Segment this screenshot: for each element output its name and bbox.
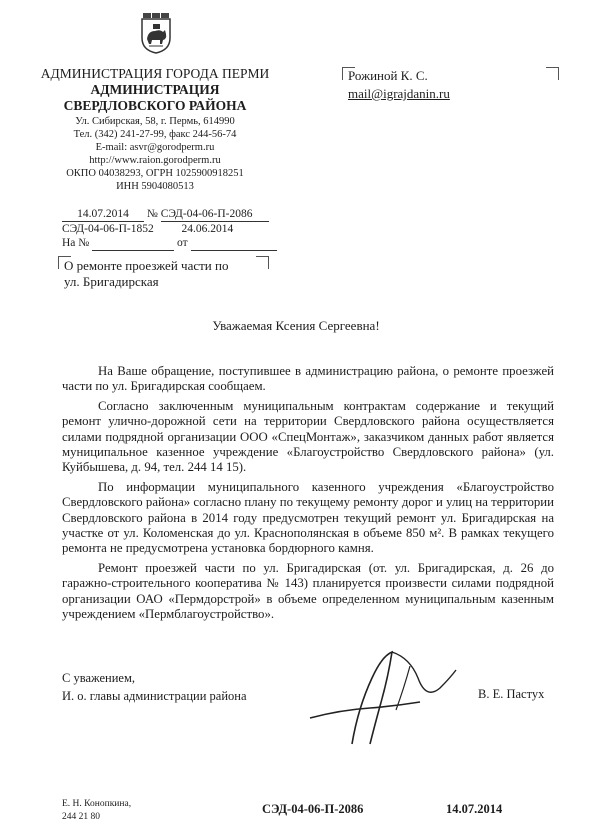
recipient-email-text: mail@igrajdanin.ru: [348, 86, 450, 101]
recipient-name: Рожиной К. С.: [348, 68, 428, 83]
org-address: Ул. Сибирская, 58, г. Пермь, 614990: [75, 116, 235, 127]
signer-name: В. Е. Пастух: [478, 687, 545, 701]
org-name-city: АДМИНИСТРАЦИЯ ГОРОДА ПЕРМИ: [40, 66, 270, 81]
executor-phone: 244 21 80: [62, 812, 100, 822]
signer-position: И. о. главы администрации района: [62, 689, 247, 703]
footer-reg-number: СЭД-04-06-П-2086: [262, 802, 364, 816]
reg-na-blank: [92, 236, 174, 251]
org-inn: ИНН 5904080513: [116, 181, 194, 192]
subject-line1: О ремонте проезжей части по: [64, 258, 229, 273]
reg-na-label: На №: [62, 237, 90, 249]
org-email: E-mail: asvr@gorodperm.ru: [95, 142, 215, 153]
org-phone: Тел. (342) 241-27-99, факс 244-56-74: [73, 129, 237, 140]
subject-line2: ул. Бригадирская: [64, 274, 159, 289]
reg-ref-number: СЭД-04-06-П-1852: [62, 223, 154, 235]
recipient-corner-right: [546, 67, 559, 80]
org-name-district: СВЕРДЛОВСКОГО РАЙОНА: [63, 98, 247, 113]
executor-name: Е. Н. Конопкина,: [62, 799, 132, 809]
reg-ot-blank: [191, 236, 277, 251]
closing: С уважением,: [62, 671, 135, 685]
body-paragraph-1: На Ваше обращение, поступившее в администрацию района, о ремонте проезжей части по ул. Бригадирская сообщаем.: [62, 364, 554, 394]
reg-ot-label: от: [177, 237, 188, 249]
subject-corner-right: [256, 256, 269, 269]
reg-line-outgoing: [62, 207, 269, 222]
recipient-email: [348, 85, 450, 103]
body-paragraph-2: Согласно заключенным муниципальным контрактам содержание и текущий ремонт улично-дорожной сети на территории Свердловского района осуществляется силами подрядной организации ООО «СпецМонтаж», заказчиком данных работ является муниципальное казенное учреждение «Благоустройство Свердловского района» (ул. Куйбышева, д. 94, тел. 244 14 15).: [62, 398, 554, 475]
body-paragraph-3: По информации муниципального казенного учреждения «Благоустройство Свердловского района» согласно плану по текущему ремонту дорог и улиц на территории Свердловского района в 2014 году предусмотрен текущий ремонт ул. Бригадирская на участке от ул. Коломенская до ул. Краснополянская в объеме 850 м². В рамках текущего ремонта не предусмотрена установка бордюрного камня.: [62, 479, 554, 556]
org-okpo: ОКПО 04038293, ОГРН 1025900918251: [66, 168, 244, 179]
reg-incoming-line: [62, 236, 277, 251]
org-website: http://www.raion.gorodperm.ru: [89, 155, 221, 166]
reg-number: СЭД-04-06-П-2086: [161, 207, 269, 222]
greeting: Уважаемая Ксения Сергеевна!: [212, 318, 380, 333]
coat-of-arms-icon: [138, 12, 174, 54]
reg-ref-line: [62, 222, 233, 236]
letter-body: [62, 364, 554, 627]
reg-date: 14.07.2014: [62, 207, 144, 222]
body-paragraph-4: Ремонт проезжей части по ул. Бригадирская (от. ул. Бригадирская, д. 26 до гаражно-строительного кооператива № 143) планируется произвести силами подрядной организации ОАО «Пермдорстрой» в объеме определенном муниципальным казенным учреждением «Пермблагоустройство».: [62, 560, 554, 622]
reg-ref-date: 24.06.2014: [181, 223, 234, 235]
footer-reg-date: 14.07.2014: [446, 802, 503, 816]
reg-number-label: №: [146, 208, 158, 220]
org-name-admin: АДМИНИСТРАЦИЯ: [90, 82, 220, 97]
handwritten-signature: [300, 648, 470, 748]
